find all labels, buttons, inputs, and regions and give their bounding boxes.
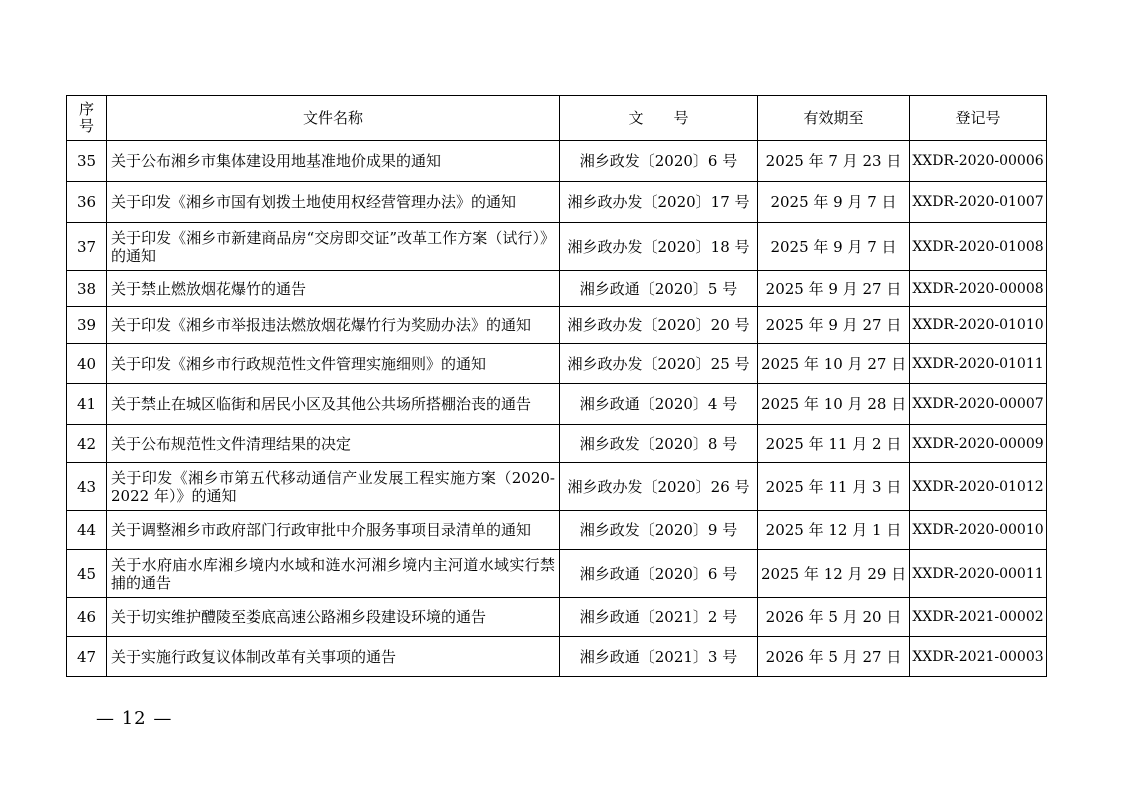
row-registration-number: XXDR-2020-00011 xyxy=(910,550,1047,598)
row-file-name: 关于调整湘乡市政府部门行政审批中介服务事项目录清单的通知 xyxy=(107,511,560,550)
row-valid-until: 2025 年 9 月 7 日 xyxy=(758,182,910,223)
row-seq: 46 xyxy=(67,598,107,637)
table-row xyxy=(67,463,1047,511)
row-valid-until: 2025 年 12 月 1 日 xyxy=(758,511,910,550)
row-document-number: 湘乡政通〔2021〕2 号 xyxy=(560,598,758,637)
row-file-name: 关于禁止燃放烟花爆竹的通告 xyxy=(107,271,560,307)
header-registration-number: 登记号 xyxy=(910,96,1047,141)
row-seq: 38 xyxy=(67,271,107,307)
row-file-name: 关于印发《湘乡市新建商品房“交房即交证”改革工作方案（试行）》的通知 xyxy=(107,223,560,271)
row-seq: 47 xyxy=(67,637,107,677)
row-registration-number: XXDR-2020-00006 xyxy=(910,141,1047,182)
table-header-row xyxy=(67,96,1047,141)
table-row xyxy=(67,141,1047,182)
row-file-name: 关于水府庙水库湘乡境内水域和涟水河湘乡境内主河道水域实行禁捕的通告 xyxy=(107,550,560,598)
row-document-number: 湘乡政办发〔2020〕26 号 xyxy=(560,463,758,511)
row-registration-number: XXDR-2020-00010 xyxy=(910,511,1047,550)
table-row xyxy=(67,550,1047,598)
row-seq: 37 xyxy=(67,223,107,271)
row-seq: 36 xyxy=(67,182,107,223)
row-document-number: 湘乡政发〔2020〕6 号 xyxy=(560,141,758,182)
table-row xyxy=(67,598,1047,637)
table-row xyxy=(67,307,1047,344)
table-row xyxy=(67,223,1047,271)
row-valid-until: 2025 年 10 月 28 日 xyxy=(758,384,910,425)
row-seq: 42 xyxy=(67,425,107,463)
row-registration-number: XXDR-2021-00003 xyxy=(910,637,1047,677)
row-file-name: 关于印发《湘乡市国有划拨土地使用权经营管理办法》的通知 xyxy=(107,182,560,223)
row-seq: 40 xyxy=(67,344,107,384)
row-valid-until: 2025 年 10 月 27 日 xyxy=(758,344,910,384)
row-registration-number: XXDR-2020-00007 xyxy=(910,384,1047,425)
table-row xyxy=(67,425,1047,463)
row-seq: 43 xyxy=(67,463,107,511)
row-document-number: 湘乡政通〔2020〕5 号 xyxy=(560,271,758,307)
row-document-number: 湘乡政办发〔2020〕20 号 xyxy=(560,307,758,344)
row-valid-until: 2025 年 11 月 3 日 xyxy=(758,463,910,511)
row-document-number: 湘乡政发〔2020〕9 号 xyxy=(560,511,758,550)
row-file-name: 关于印发《湘乡市第五代移动通信产业发展工程实施方案（2020-2022 年）》的通知 xyxy=(107,463,560,511)
row-document-number: 湘乡政办发〔2020〕18 号 xyxy=(560,223,758,271)
header-seq-line2: 号 xyxy=(78,117,94,135)
header-seq-line1: 序 xyxy=(78,100,94,118)
row-valid-until: 2025 年 9 月 27 日 xyxy=(758,307,910,344)
header-file-name: 文件名称 xyxy=(107,96,560,141)
table-row xyxy=(67,182,1047,223)
row-document-number: 湘乡政发〔2020〕8 号 xyxy=(560,425,758,463)
row-file-name: 关于禁止在城区临街和居民小区及其他公共场所搭棚治丧的通告 xyxy=(107,384,560,425)
row-file-name: 关于印发《湘乡市行政规范性文件管理实施细则》的通知 xyxy=(107,344,560,384)
row-document-number: 湘乡政办发〔2020〕17 号 xyxy=(560,182,758,223)
row-valid-until: 2026 年 5 月 20 日 xyxy=(758,598,910,637)
table-row xyxy=(67,344,1047,384)
table-row xyxy=(67,511,1047,550)
row-document-number: 湘乡政通〔2020〕6 号 xyxy=(560,550,758,598)
row-file-name: 关于切实维护醴陵至娄底高速公路湘乡段建设环境的通告 xyxy=(107,598,560,637)
row-seq: 35 xyxy=(67,141,107,182)
row-seq: 39 xyxy=(67,307,107,344)
row-valid-until: 2025 年 7 月 23 日 xyxy=(758,141,910,182)
row-valid-until: 2025 年 11 月 2 日 xyxy=(758,425,910,463)
row-registration-number: XXDR-2020-01008 xyxy=(910,223,1047,271)
row-document-number: 湘乡政办发〔2020〕25 号 xyxy=(560,344,758,384)
header-valid-until: 有效期至 xyxy=(758,96,910,141)
document-table xyxy=(66,95,1047,677)
row-valid-until: 2026 年 5 月 27 日 xyxy=(758,637,910,677)
row-document-number: 湘乡政通〔2021〕3 号 xyxy=(560,637,758,677)
row-file-name: 关于公布湘乡市集体建设用地基准地价成果的通知 xyxy=(107,141,560,182)
page-number: — 12 — xyxy=(96,708,173,729)
row-registration-number: XXDR-2021-00002 xyxy=(910,598,1047,637)
row-file-name: 关于印发《湘乡市举报违法燃放烟花爆竹行为奖励办法》的通知 xyxy=(107,307,560,344)
table-row xyxy=(67,637,1047,677)
row-registration-number: XXDR-2020-01011 xyxy=(910,344,1047,384)
row-valid-until: 2025 年 9 月 7 日 xyxy=(758,223,910,271)
row-file-name: 关于公布规范性文件清理结果的决定 xyxy=(107,425,560,463)
row-seq: 44 xyxy=(67,511,107,550)
header-document-number: 文 号 xyxy=(560,96,758,141)
row-valid-until: 2025 年 9 月 27 日 xyxy=(758,271,910,307)
row-valid-until: 2025 年 12 月 29 日 xyxy=(758,550,910,598)
row-registration-number: XXDR-2020-01010 xyxy=(910,307,1047,344)
row-registration-number: XXDR-2020-01007 xyxy=(910,182,1047,223)
row-document-number: 湘乡政通〔2020〕4 号 xyxy=(560,384,758,425)
row-registration-number: XXDR-2020-00008 xyxy=(910,271,1047,307)
row-seq: 41 xyxy=(67,384,107,425)
row-registration-number: XXDR-2020-01012 xyxy=(910,463,1047,511)
table-row xyxy=(67,384,1047,425)
table-row xyxy=(67,271,1047,307)
header-seq xyxy=(67,96,107,141)
row-registration-number: XXDR-2020-00009 xyxy=(910,425,1047,463)
row-file-name: 关于实施行政复议体制改革有关事项的通告 xyxy=(107,637,560,677)
row-seq: 45 xyxy=(67,550,107,598)
